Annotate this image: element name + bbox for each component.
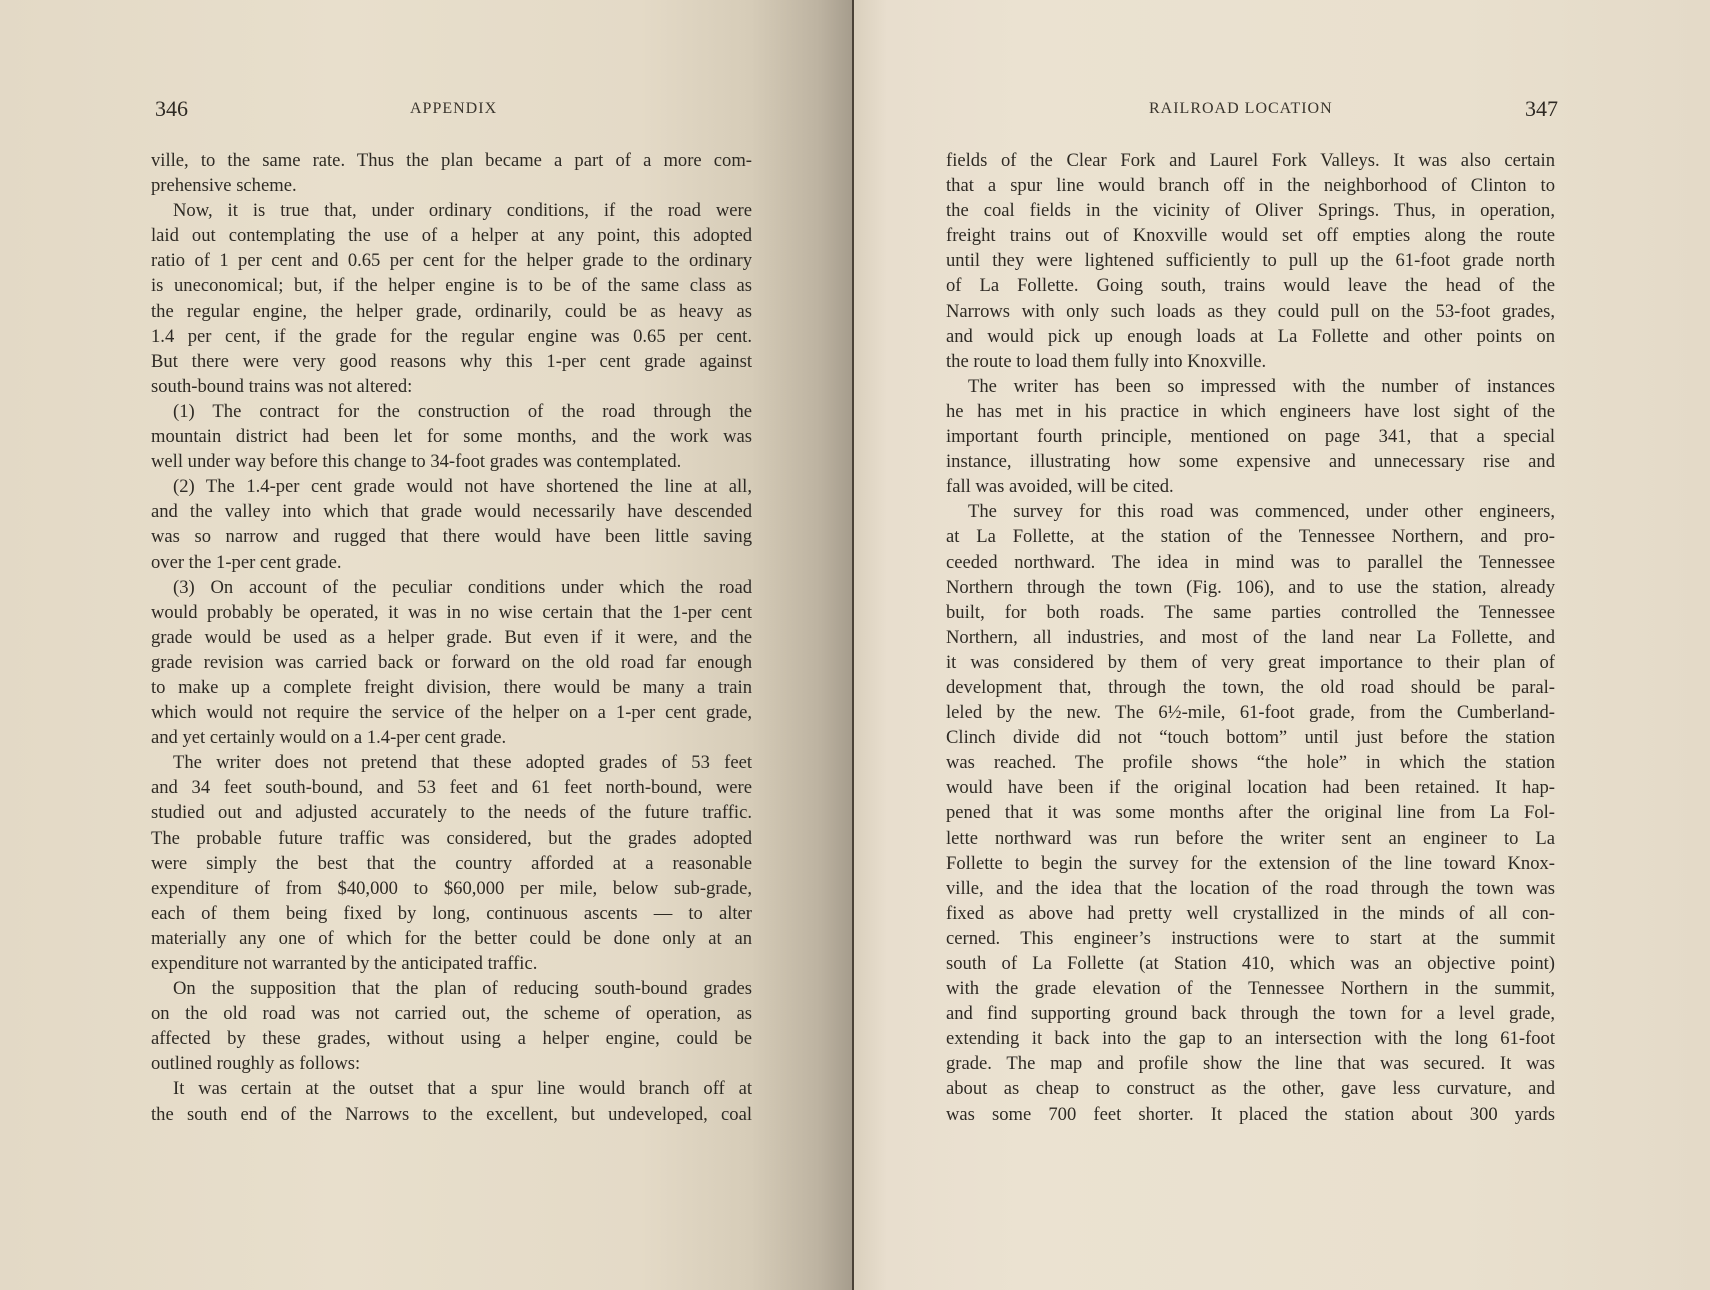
text-line: The writer has been so impressed with the number of instances (968, 375, 1555, 397)
body-text-column (151, 148, 752, 1127)
text-line: outlined roughly as follows: (151, 1053, 361, 1075)
text-line: he has met in his practice in which engineers have lost sight of the (946, 400, 1555, 422)
text-line: fixed as above had pretty well crystallized in the minds of all con- (946, 902, 1555, 924)
text-line: studied out and adjusted accurately to the needs of the future traffic. (151, 802, 752, 824)
text-line: which would not require the service of the helper on a 1-per cent grade, (151, 702, 752, 724)
text-line: The probable future traffic was considered, but the grades adopted (151, 827, 752, 849)
text-line: important fourth principle, mentioned on page 341, that a special (946, 426, 1555, 448)
text-line: Northern, all industries, and most of the land near La Follette, and (946, 626, 1555, 648)
text-line: expenditure not warranted by the anticipated traffic. (151, 953, 538, 974)
text-line: built, for both roads. The same parties controlled the Tennessee (946, 601, 1555, 623)
text-line: at La Follette, at the station of the Tennessee Northern, and pro- (946, 526, 1555, 548)
text-line: was so narrow and rugged that there would have been little saving (151, 526, 752, 548)
text-line: it was considered by them of very great importance to their plan of (946, 651, 1555, 673)
body-text-column (946, 148, 1555, 1127)
text-line: grade. The map and profile show the line that was secured. It was (946, 1053, 1555, 1075)
text-line: laid out contemplating the use of a helper at any point, this adopted (151, 225, 752, 247)
text-line: south-bound trains was not altered: (151, 375, 413, 397)
text-line: is uneconomical; but, if the helper engine is to be of the same class as (151, 275, 752, 297)
text-line: pened that it was some months after the original line from La Fol- (946, 802, 1555, 824)
text-line: The writer does not pretend that these adopted grades of 53 feet (173, 752, 752, 774)
text-line: would have been if the original location had been retained. It hap- (946, 777, 1555, 799)
page-number: 346 (155, 96, 188, 121)
text-line: was some 700 feet shorter. It placed the station about 300 yards (946, 1103, 1555, 1125)
text-line: south of La Follette (at Station 410, which was an objective point) (946, 953, 1555, 974)
text-line: ville, and the idea that the location of the road through the town was (946, 877, 1555, 899)
text-line: 1.4 per cent, if the grade for the regular engine was 0.65 per cent. (151, 325, 752, 347)
text-line: Now, it is true that, under ordinary conditions, if the road were (173, 200, 752, 222)
text-line: extending it back into the gap to an intersection with the long 61-foot (946, 1028, 1555, 1050)
text-line: the coal fields in the vicinity of Oliver Springs. Thus, in operation, (946, 200, 1555, 222)
text-line: each of them being fixed by long, continuous ascents — to alter (151, 902, 752, 924)
text-line: ratio of 1 per cent and 0.65 per cent for the helper grade to the ordinary (151, 250, 752, 272)
text-line: on the old road was not carried out, the scheme of operation, as (151, 1003, 752, 1025)
text-line: well under way before this change to 34-foot grades was contemplated. (151, 451, 682, 473)
text-line: development that, through the town, the old road should be paral- (946, 676, 1555, 698)
text-line: cerned. This engineer’s instructions were to start at the summit (946, 927, 1555, 949)
text-line: and yet certainly would on a 1.4-per cent grade. (151, 727, 507, 749)
left-page (0, 0, 853, 1290)
book-gutter (852, 0, 854, 1290)
text-line: Clinch divide did not “touch bottom” until just before the station (946, 727, 1555, 749)
page-number: 347 (1525, 96, 1558, 121)
text-line: the regular engine, the helper grade, ordinarily, could be as heavy as (151, 300, 752, 322)
text-line: lette northward was run before the writer sent an engineer to La (946, 827, 1555, 849)
text-line: affected by these grades, without using a helper engine, could be (151, 1028, 752, 1050)
text-line: freight trains out of Knoxville would set off empties along the route (946, 225, 1555, 247)
text-line: (1) The contract for the construction of the road through the (173, 400, 752, 422)
text-line: Northern through the town (Fig. 106), and to use the station, already (946, 576, 1555, 598)
text-line: ceeded northward. The idea in mind was to parallel the Tennessee (946, 551, 1555, 573)
text-line: materially any one of which for the better could be done only at an (151, 927, 752, 949)
text-line: grade revision was carried back or forward on the old road far enough (151, 651, 752, 673)
text-line: were simply the best that the country afforded at a reasonable (151, 852, 752, 874)
text-line: and the valley into which that grade would necessarily have descended (151, 501, 752, 523)
text-line: the route to load them fully into Knoxville. (946, 350, 1267, 372)
text-line: of La Follette. Going south, trains would leave the head of the (946, 275, 1555, 297)
text-line: and find supporting ground back through the town for a level grade, (946, 1003, 1555, 1025)
text-line: expenditure of from $40,000 to $60,000 per mile, below sub-grade, (151, 877, 752, 899)
text-line: the south end of the Narrows to the excellent, but undeveloped, coal (151, 1103, 752, 1125)
text-line: Follette to begin the survey for the extension of the line toward Knox- (946, 852, 1555, 874)
text-line: about as cheap to construct as the other, gave less curvature, and (946, 1078, 1555, 1100)
text-line: fields of the Clear Fork and Laurel Fork Valleys. It was also certain (946, 150, 1555, 171)
text-line: that a spur line would branch off in the neighborhood of Clinton to (946, 175, 1555, 197)
text-line: would probably be operated, it was in no wise certain that the 1-per cent (151, 601, 752, 623)
text-line: Narrows with only such loads as they could pull on the 53-foot grades, (946, 300, 1555, 322)
text-line: leled by the new. The 6½-mile, 61-foot grade, from the Cumberland- (946, 702, 1555, 724)
text-line: was reached. The profile shows “the hole” in which the station (946, 752, 1555, 774)
text-line: mountain district had been let for some months, and the work was (151, 426, 752, 448)
text-line: But there were very good reasons why this 1-per cent grade against (151, 350, 752, 372)
text-line: On the supposition that the plan of reducing south-bound grades (173, 978, 752, 1000)
text-line: fall was avoided, will be cited. (946, 476, 1174, 498)
text-line: The survey for this road was commenced, under other engineers, (968, 501, 1555, 523)
text-line: ville, to the same rate. Thus the plan became a part of a more com- (151, 150, 752, 171)
text-line: with the grade elevation of the Tennessee Northern in the summit, (946, 978, 1555, 1000)
text-line: and would pick up enough loads at La Follette and other points on (946, 325, 1555, 347)
running-head: RAILROAD LOCATION (1149, 100, 1333, 117)
running-head: APPENDIX (410, 100, 498, 117)
text-line: It was certain at the outset that a spur line would branch off at (173, 1078, 752, 1100)
text-line: until they were lightened sufficiently to pull up the 61-foot grade north (946, 250, 1555, 272)
right-page (853, 0, 1710, 1290)
text-line: and 34 feet south-bound, and 53 feet and 61 feet north-bound, were (151, 777, 752, 799)
text-line: over the 1-per cent grade. (151, 551, 342, 573)
text-line: instance, illustrating how some expensive and unnecessary rise and (946, 451, 1555, 473)
text-line: (3) On account of the peculiar conditions under which the road (173, 576, 752, 598)
text-line: prehensive scheme. (151, 175, 297, 197)
text-line: to make up a complete freight division, there would be many a train (151, 676, 752, 698)
text-line: grade would be used as a helper grade. But even if it were, and the (151, 626, 752, 648)
text-line: (2) The 1.4-per cent grade would not have shortened the line at all, (173, 476, 752, 498)
